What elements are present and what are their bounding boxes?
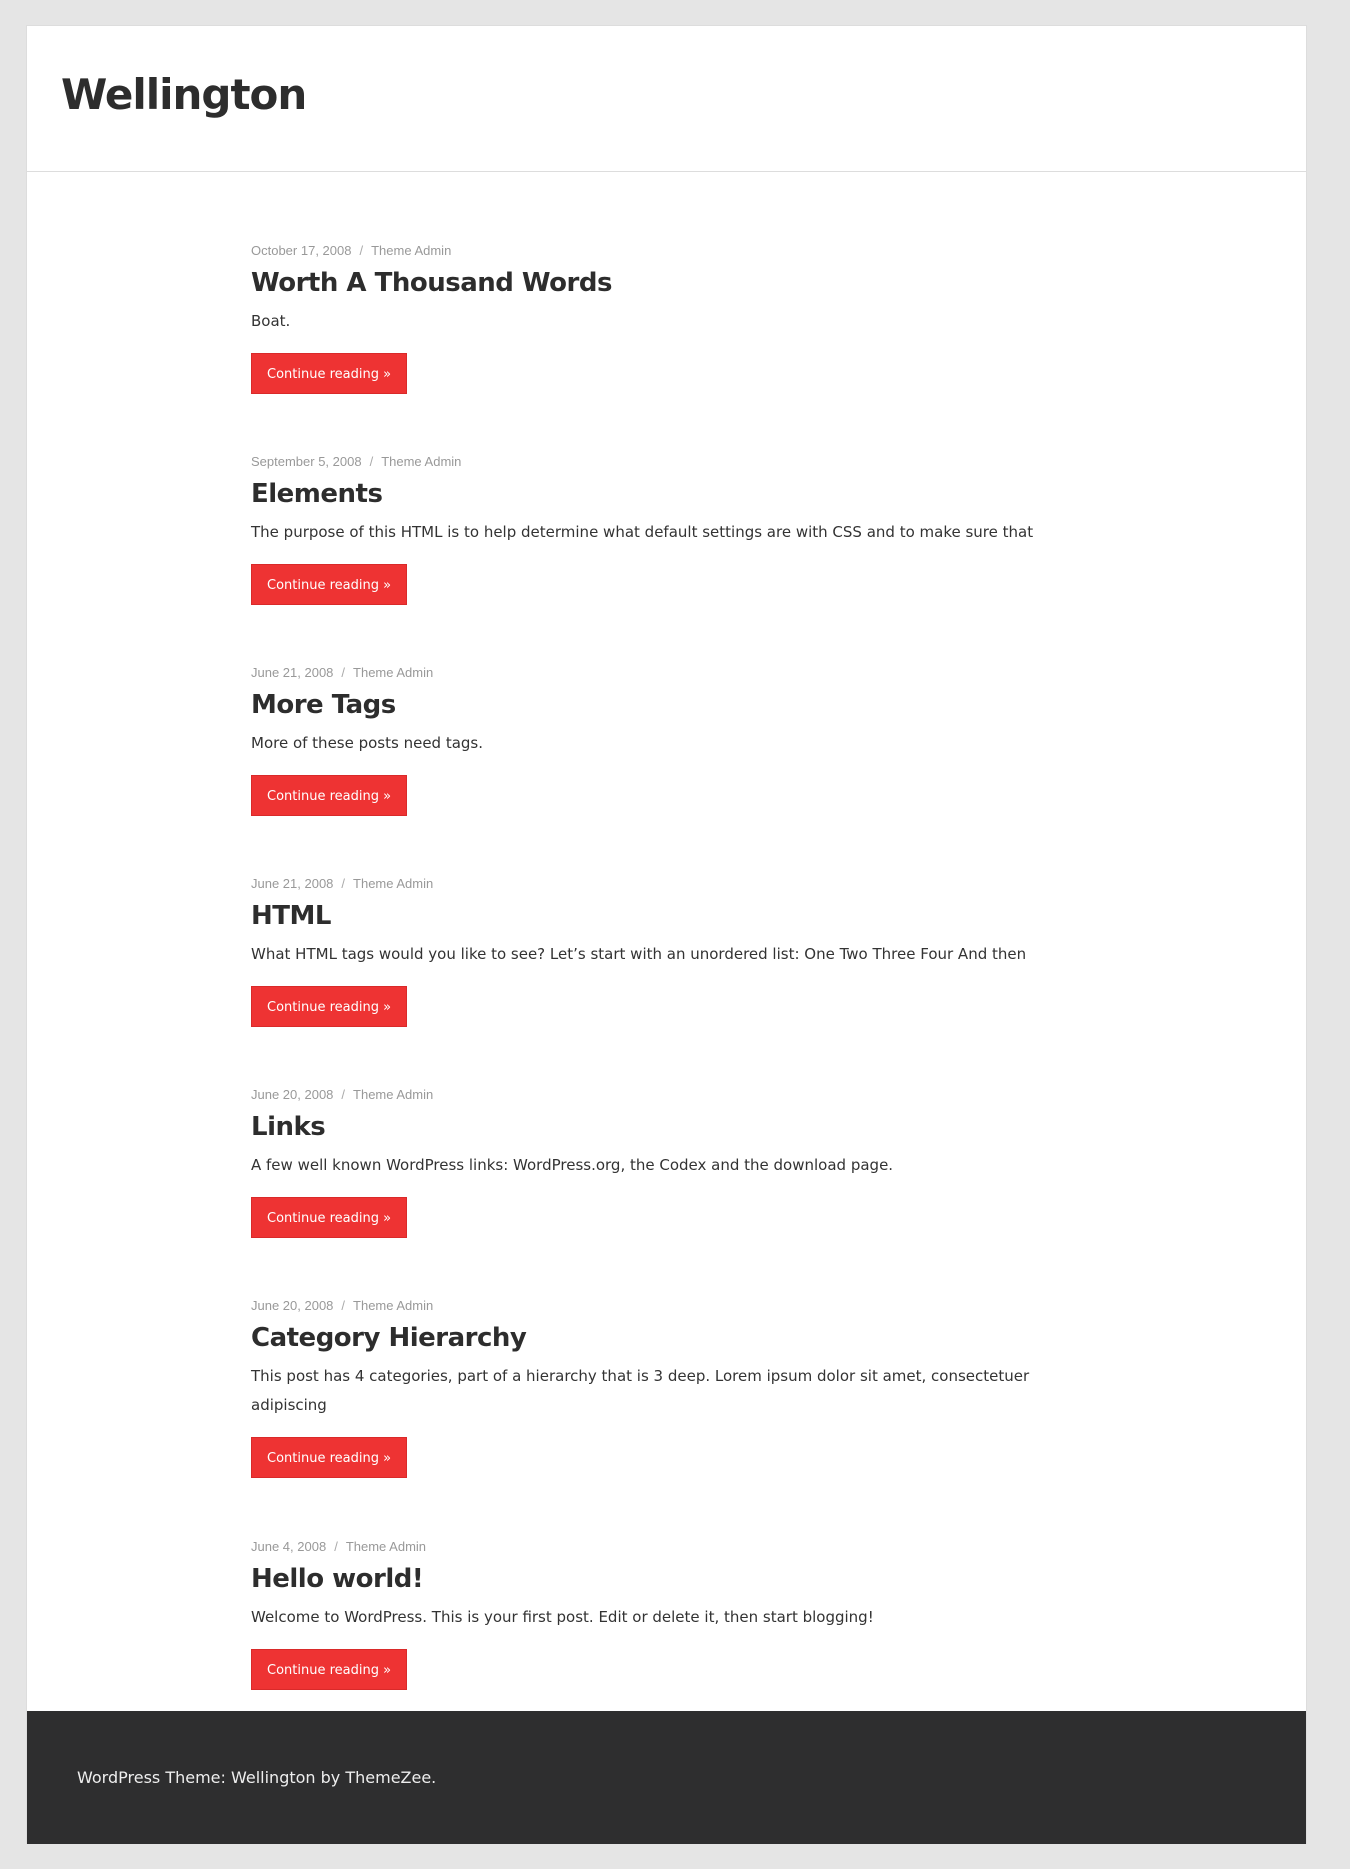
site-title[interactable]: Wellington — [61, 70, 307, 119]
post-date[interactable]: June 4, 2008 — [251, 1539, 327, 1554]
post-author[interactable]: Theme Admin — [353, 876, 434, 891]
post-title[interactable]: Links — [251, 1112, 326, 1142]
post-date[interactable]: June 20, 2008 — [251, 1298, 334, 1313]
post-excerpt: A few well known WordPress links: WordPress.org, the Codex and the download page. — [251, 1156, 894, 1174]
post-date[interactable]: October 17, 2008 — [251, 243, 352, 258]
post-item — [251, 875, 1071, 1027]
post-title[interactable]: More Tags — [251, 690, 396, 720]
post-title[interactable]: HTML — [251, 901, 331, 931]
post-excerpt: More of these posts need tags. — [251, 734, 484, 752]
post-excerpt: The purpose of this HTML is to help determine what default settings are with CSS and to make sure that — [251, 523, 1034, 541]
post-item — [251, 1086, 1071, 1238]
continue-reading-button[interactable]: Continue reading » — [251, 986, 407, 1027]
post-title[interactable]: Worth A Thousand Words — [251, 268, 612, 298]
post-item — [251, 1538, 1071, 1690]
post-meta — [251, 242, 1071, 260]
meta-separator: / — [341, 665, 346, 680]
continue-reading-button[interactable]: Continue reading » — [251, 353, 407, 394]
post-excerpt: Welcome to WordPress. This is your first post. Edit or delete it, then start blogging! — [251, 1608, 874, 1626]
post-title[interactable]: Category Hierarchy — [251, 1323, 527, 1353]
post-author[interactable]: Theme Admin — [381, 454, 462, 469]
post-date[interactable]: June 21, 2008 — [251, 665, 334, 680]
post-item — [251, 664, 1071, 816]
page-container — [26, 25, 1307, 1844]
continue-reading-button[interactable]: Continue reading » — [251, 1437, 407, 1478]
meta-separator: / — [369, 454, 374, 469]
post-author[interactable]: Theme Admin — [353, 1298, 434, 1313]
footer-credit: WordPress Theme: Wellington by ThemeZee. — [77, 1768, 437, 1787]
post-date[interactable]: June 21, 2008 — [251, 876, 334, 891]
post-meta — [251, 875, 1071, 893]
post-meta — [251, 1297, 1071, 1315]
post-author[interactable]: Theme Admin — [371, 243, 452, 258]
post-excerpt: This post has 4 categories, part of a hierarchy that is 3 deep. Lorem ipsum dolor sit amet, consectetuer adipiscing — [251, 1367, 1030, 1414]
post-meta — [251, 664, 1071, 682]
meta-separator: / — [359, 243, 364, 258]
post-date[interactable]: September 5, 2008 — [251, 454, 362, 469]
post-item — [251, 242, 1071, 394]
meta-separator: / — [341, 1298, 346, 1313]
continue-reading-button[interactable]: Continue reading » — [251, 564, 407, 605]
site-footer — [27, 1711, 1306, 1844]
post-item — [251, 1297, 1071, 1478]
post-meta — [251, 1086, 1071, 1104]
post-title[interactable]: Hello world! — [251, 1564, 424, 1594]
post-title[interactable]: Elements — [251, 479, 383, 509]
post-author[interactable]: Theme Admin — [345, 1539, 427, 1554]
post-meta — [251, 453, 1071, 471]
meta-separator: / — [341, 876, 346, 891]
continue-reading-button[interactable]: Continue reading » — [251, 775, 407, 816]
meta-separator: / — [334, 1539, 338, 1554]
post-date[interactable]: June 20, 2008 — [251, 1087, 334, 1102]
post-excerpt: What HTML tags would you like to see? Let’s start with an unordered list: One Two Three Four And then — [251, 945, 1027, 963]
meta-separator: / — [341, 1087, 346, 1102]
post-meta — [251, 1538, 1071, 1556]
post-item — [251, 453, 1071, 605]
continue-reading-button[interactable]: Continue reading » — [251, 1649, 407, 1690]
post-author[interactable]: Theme Admin — [353, 1087, 434, 1102]
post-author[interactable]: Theme Admin — [353, 665, 434, 680]
post-excerpt: Boat. — [251, 312, 291, 330]
site-header — [27, 26, 1306, 172]
continue-reading-button[interactable]: Continue reading » — [251, 1197, 407, 1238]
